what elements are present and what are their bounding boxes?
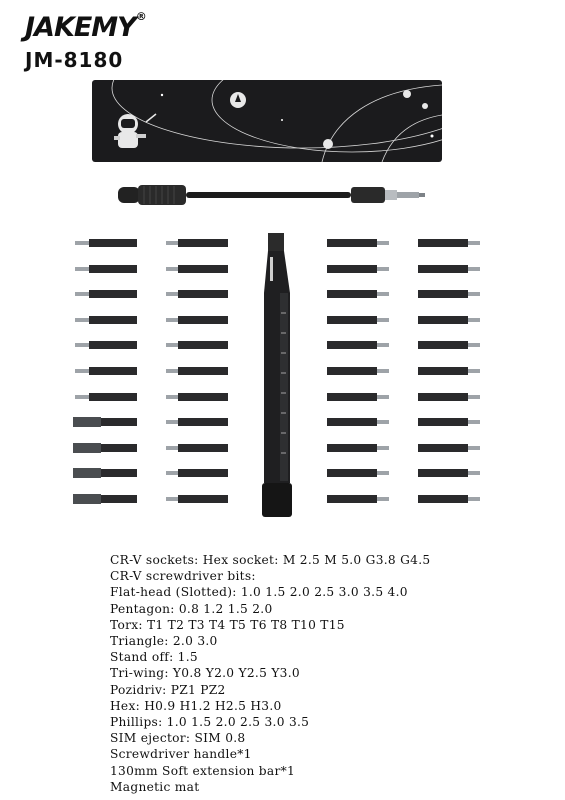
bit-icon (73, 441, 143, 455)
bit-icon (418, 338, 488, 352)
spec-line: Torx: T1 T2 T3 T4 T5 T6 T8 T10 T15 (110, 617, 345, 632)
bit-icon (327, 466, 397, 480)
bit-icon (166, 466, 236, 480)
bit-icon (327, 390, 397, 404)
bit-icon (166, 313, 236, 327)
bit-icon (166, 338, 236, 352)
bit-icon (327, 364, 397, 378)
bit-icon (327, 415, 397, 429)
spec-line: Triangle: 2.0 3.0 (110, 634, 218, 649)
spec-line: Screwdriver handle*1 (110, 747, 252, 762)
bit-icon (73, 262, 143, 276)
bit-icon (327, 492, 397, 506)
extension-bar (118, 181, 426, 209)
registered-mark: ® (135, 10, 146, 23)
spec-line: Flat-head (Slotted): 1.0 1.5 2.0 2.5 3.0 3.5 4.0 (110, 585, 408, 600)
bit-icon (73, 390, 143, 404)
spec-line: SIM ejector: SIM 0.8 (110, 731, 246, 746)
bit-icon (166, 492, 236, 506)
bit-icon (166, 287, 236, 301)
bit-icon (327, 313, 397, 327)
model-number: JM-8180 (25, 48, 124, 72)
bit-icon (327, 287, 397, 301)
bit-icon (418, 492, 488, 506)
bit-icon (166, 441, 236, 455)
bit-icon (73, 338, 143, 352)
bit-icon (418, 415, 488, 429)
bit-icon (327, 441, 397, 455)
bit-icon (73, 466, 143, 480)
astronaut-icon (92, 80, 442, 162)
spec-line: CR-V screwdriver bits: (110, 569, 256, 584)
spec-line: Stand off: 1.5 (110, 650, 198, 665)
bit-icon (327, 338, 397, 352)
spec-line: Pentagon: 0.8 1.2 1.5 2.0 (110, 601, 273, 616)
bit-icon (73, 236, 143, 250)
spec-line: Pozidriv: PZ1 PZ2 (110, 682, 226, 697)
bit-icon (73, 313, 143, 327)
extension-bar-icon (118, 181, 426, 209)
brand-name: JAKEMY (25, 12, 136, 43)
bit-icon (327, 262, 397, 276)
bit-icon (418, 466, 488, 480)
bit-icon (166, 390, 236, 404)
bit-icon (166, 364, 236, 378)
screwdriver-handle-icon (258, 233, 296, 519)
bit-icon (418, 364, 488, 378)
bit-icon (418, 236, 488, 250)
bit-icon (73, 364, 143, 378)
spec-line: Magnetic mat (110, 779, 200, 794)
bit-icon (166, 415, 236, 429)
magnetic-mat (92, 80, 442, 162)
brand-logo (25, 12, 146, 43)
bit-icon (73, 492, 143, 506)
bit-icon (418, 390, 488, 404)
spec-line: Hex: H0.9 H1.2 H2.5 H3.0 (110, 698, 282, 713)
bit-icon (73, 287, 143, 301)
bit-icon (327, 236, 397, 250)
screwdriver-handle (258, 233, 296, 519)
bit-icon (418, 262, 488, 276)
spec-line: Phillips: 1.0 1.5 2.0 2.5 3.0 3.5 (110, 715, 310, 730)
spec-line: CR-V sockets: Hex socket: M 2.5 M 5.0 G3.8 G4.5 (110, 553, 431, 567)
bit-icon (418, 313, 488, 327)
spec-line: Tri-wing: Y0.8 Y2.0 Y2.5 Y3.0 (110, 666, 300, 681)
bit-icon (166, 236, 236, 250)
spec-line: 130mm Soft extension bar*1 (110, 763, 296, 778)
bit-icon (73, 415, 143, 429)
specifications-list (110, 552, 550, 795)
bit-icon (418, 287, 488, 301)
bit-icon (166, 262, 236, 276)
bit-icon (418, 441, 488, 455)
